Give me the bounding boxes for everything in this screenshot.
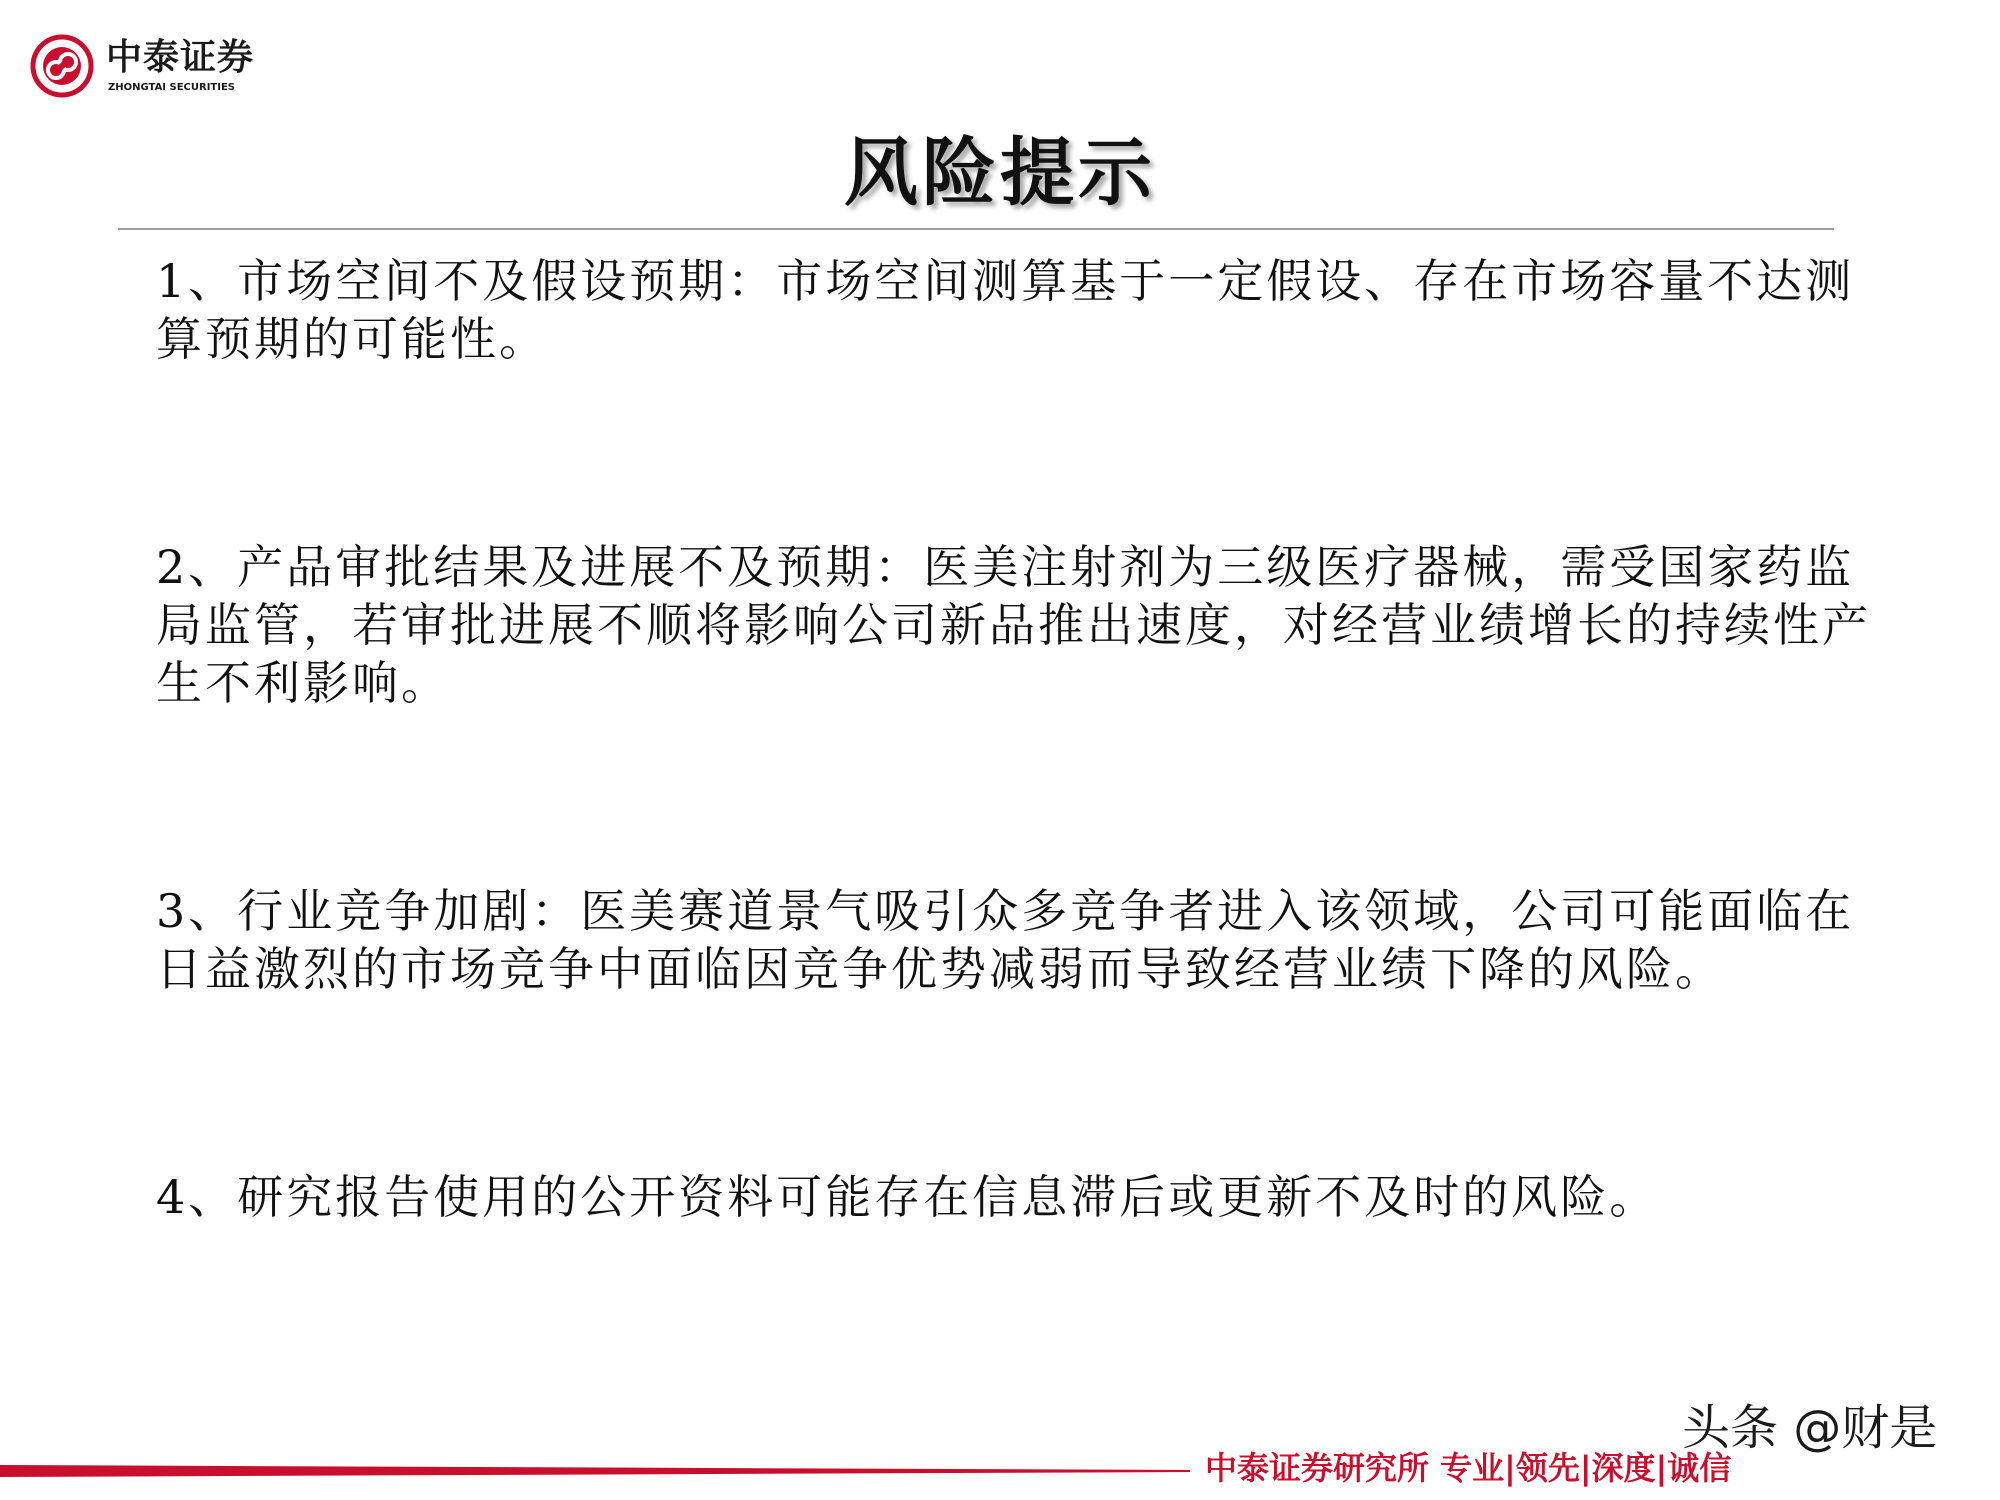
company-logo bbox=[30, 34, 280, 98]
zhongtai-coin-logo-icon bbox=[30, 34, 94, 98]
logo-text-cn: 中泰证券 bbox=[106, 37, 255, 78]
page-title: 风险提示 bbox=[844, 130, 1156, 216]
watermark: 头条 @财是 bbox=[1682, 1400, 1938, 1456]
footer-red-bar bbox=[0, 1465, 1190, 1477]
risk-item-3: 3、行业竞争加剧：医美赛道景气吸引众多竞争者进入该领域，公司可能面临在日益激烈的市场竞争中面临因竞争优势减弱而导致经营业绩下降的风险。 bbox=[156, 884, 1855, 996]
risk-item-4: 4、研究报告使用的公开资料可能存在信息滞后或更新不及时的风险。 bbox=[156, 1170, 1659, 1224]
risk-item-2: 2、产品审批结果及进展不及预期：医美注射剂为三级医疗器械，需受国家药监局监管，若审批进展不顺将影响公司新品推出速度，对经营业绩增长的持续性产生不利影响。 bbox=[156, 540, 1871, 710]
risk-item-1: 1、市场空间不及假设预期：市场空间测算基于一定假设、存在市场容量不达测算预期的可能性。 bbox=[156, 254, 1855, 366]
risk-list bbox=[156, 252, 1896, 1226]
footer-slogan: 中泰证券研究所 专业|领先|深度|诚信 bbox=[1205, 1449, 1732, 1487]
logo-text-en: ZHONGTAI SECURITIES bbox=[108, 82, 235, 93]
title-divider bbox=[118, 228, 1834, 230]
